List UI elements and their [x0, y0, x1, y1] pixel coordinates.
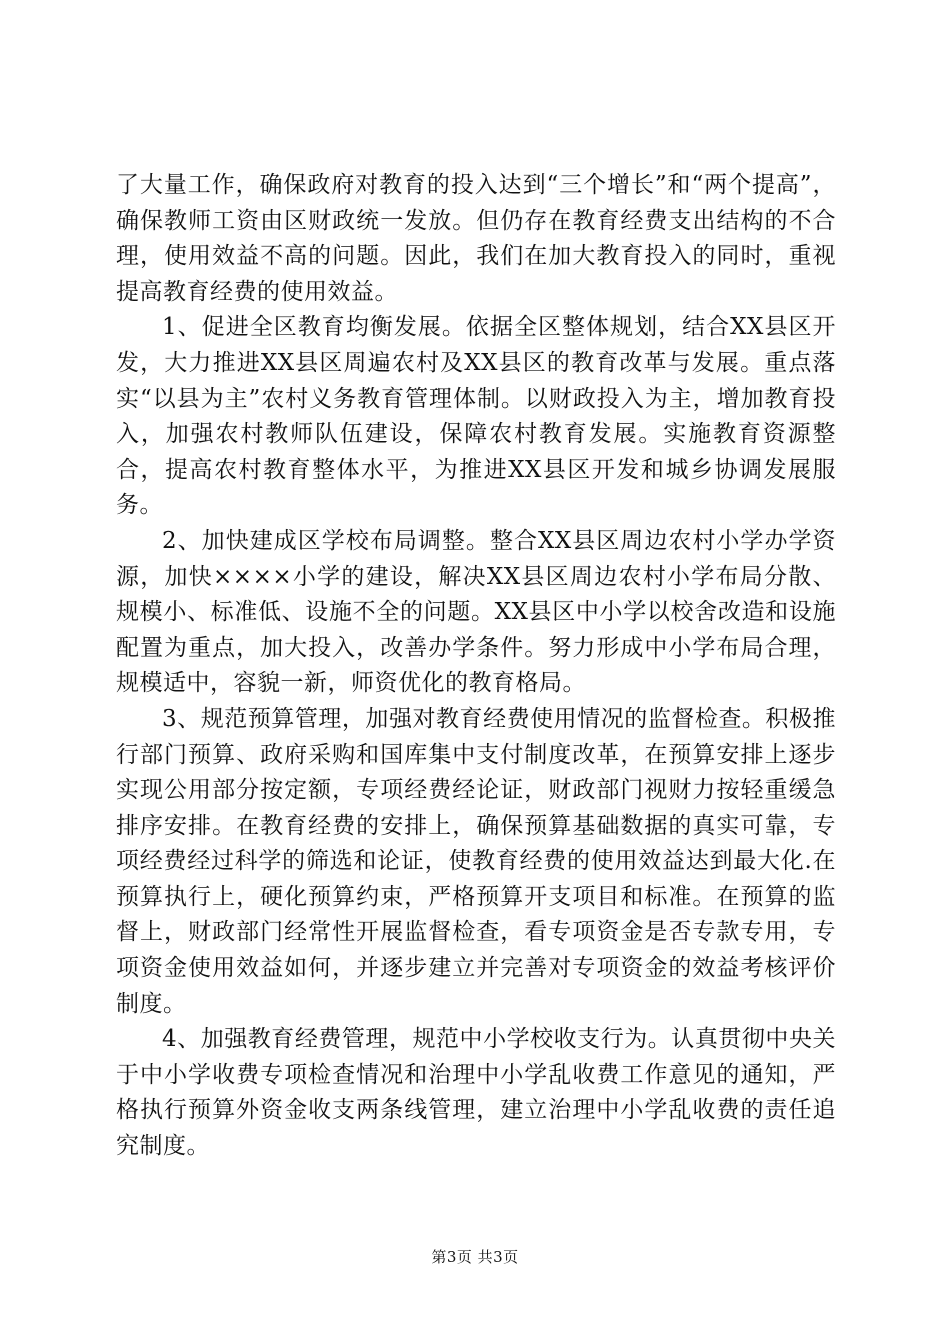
page-number-label: 第3页 共3页 — [431, 1248, 519, 1266]
document-body — [116, 168, 836, 1165]
paragraph-item-2: 2、加快建成区学校布局调整。整合XX县区周边农村小学办学资源，加快××××小学的建设，解决XX县区周边农村小学布局分散、规模小、标准低、设施不全的问题。XX县区中小学以校舍改造和设施配置为重点，加大投入，改善办学条件。努力形成中小学布局合理，规模适中，容貌一新，师资优化的教育格局。 — [116, 527, 836, 697]
page-footer — [0, 1246, 950, 1267]
paragraph-item-1: 1、促进全区教育均衡发展。依据全区整体规划，结合XX县区开发，大力推进XX县区周遍农村及XX县区的教育改革与发展。重点落实“以县为主”农村义务教育管理体制。以财政投入为主，增加教育投入，加强农村教师队伍建设，保障农村教育发展。实施教育资源整合，提高农村教育整体水平，为推进XX县区开发和城乡协调发展服务。 — [116, 314, 836, 519]
paragraph-item-4: 4、加强教育经费管理，规范中小学校收支行为。认真贯彻中央关于中小学收费专项检查情况和治理中小学乱收费工作意见的通知，严格执行预算外资金收支两条线管理，建立治理中小学乱收费的责任追究制度。 — [116, 1026, 836, 1160]
paragraph-continuation: 了大量工作，确保政府对教育的投入达到“三个增长”和“两个提高”，确保教师工资由区财政统一发放。但仍存在教育经费支出结构的不合理，使用效益不高的问题。因此，我们在加大教育投入的同时，重视提高教育经费的使用效益。 — [116, 172, 836, 305]
paragraph-item-3: 3、规范预算管理，加强对教育经费使用情况的监督检查。积极推行部门预算、政府采购和国库集中支付制度改革，在预算安排上逐步实现公用部分按定额，专项经费经论证，财政部门视财力按轻重缓急排序安排。在教育经费的安排上，确保预算基础数据的真实可靠，专项经费经过科学的筛选和论证，使教育经费的使用效益达到最大化.在预算执行上，硬化预算约束，严格预算开支项目和标准。在预算的监督上，财政部门经常性开展监督检查，看专项资金是否专款专用，专项资金使用效益如何，并逐步建立并完善对专项资金的效益考核评价制度。 — [116, 705, 836, 1017]
